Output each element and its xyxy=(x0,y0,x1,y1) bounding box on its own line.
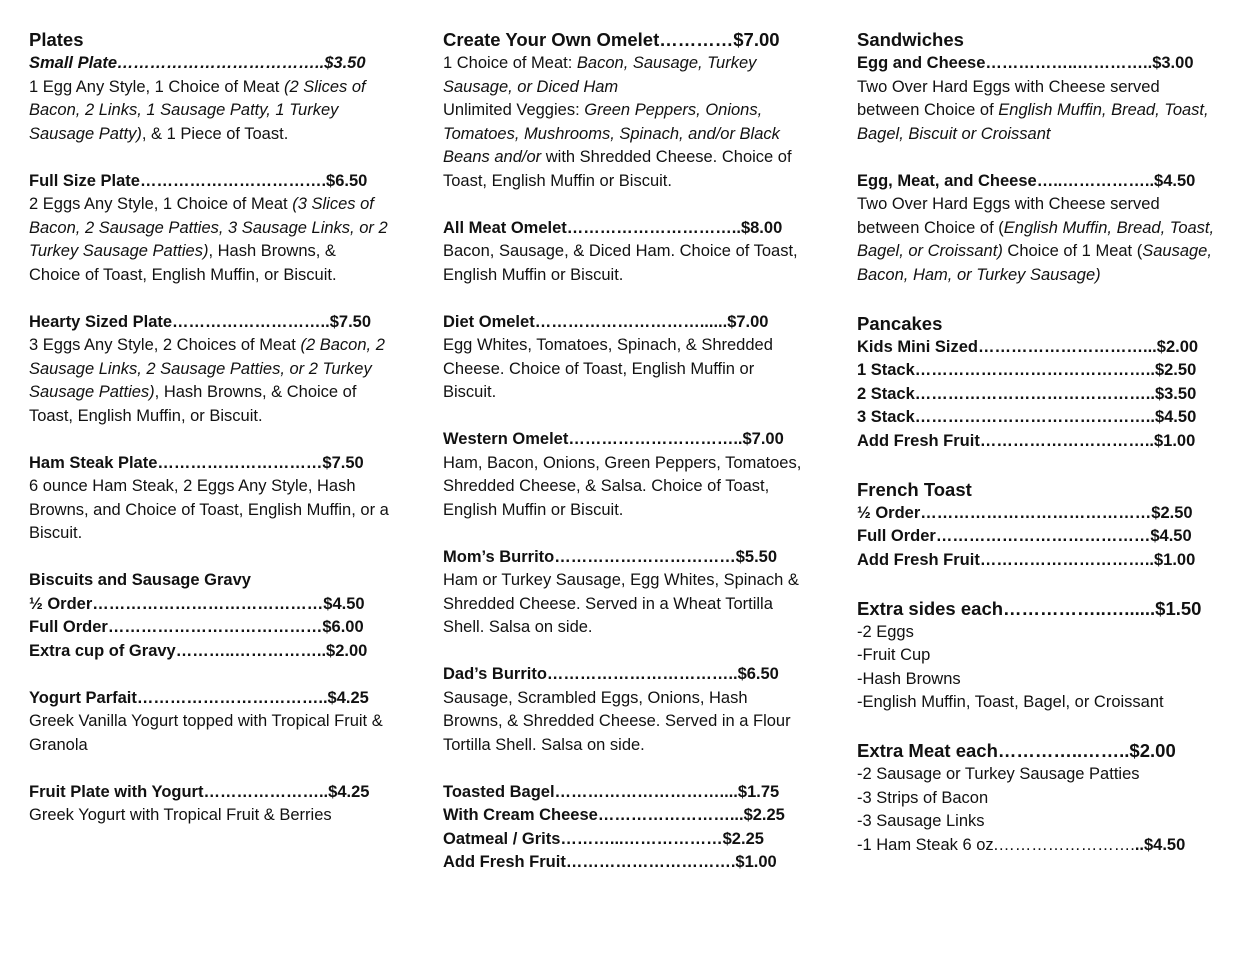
full-size-plate-description: 2 Eggs Any Style, 1 Choice of Meat (3 Slices of Bacon, 2 Sausage Patties, 3 Sausage Links, or 2 Turkey Sausage Patties), Hash Browns, & Choice of Toast, English Muffin, or Biscuit. xyxy=(29,195,388,284)
egg-cheese-description: Two Over Hard Eggs with Cheese served between Choice of English Muffin, Bread, Toast, Bagel, Biscuit or Croissant xyxy=(857,77,1209,143)
biscuits-full-order: Full Order…………………………………$6.00 xyxy=(29,618,364,636)
small-plate-description: 1 Egg Any Style, 1 Choice of Meat (2 Slices of Bacon, 2 Links, 1 Sausage Patty, 1 Turkey Sausage Patty), & 1 Piece of Toast. xyxy=(29,77,366,143)
french-toast-full: Full Order…………………………………$4.50 xyxy=(857,527,1192,545)
menu-column-right xyxy=(857,27,1219,857)
ham-steak-plate-description: 6 ounce Ham Steak, 2 Eggs Any Style, Hash Browns, and Choice of Toast, English Muffin, or a Biscuit. xyxy=(29,477,389,542)
list-item: -English Muffin, Toast, Bagel, or Croissant xyxy=(857,693,1164,711)
extra-gravy: Extra cup of Gravy………..……………..$2.00 xyxy=(29,641,368,660)
create-omelet-description: 1 Choice of Meat: Bacon, Sausage, Turkey Sausage, or Diced Ham Unlimited Veggies: Green Peppers, Onions, Tomatoes, Mushrooms, Spinach, and/or Black Beans and/or with Shredded Cheese. Choice of Toast, English Muffin or Biscuit. xyxy=(443,54,792,190)
dads-burrito-header: Dad’s Burrito……………………………..$6.50 xyxy=(443,665,779,683)
dads-burrito-description: Sausage, Scrambled Eggs, Onions, Hash Browns, & Shredded Cheese. Served in a Flour Tortilla Shell. Salsa on side. xyxy=(443,688,791,754)
small-plate-header: Small Plate………………………………..$3.50 xyxy=(29,54,366,72)
menu-column-middle xyxy=(443,27,805,875)
list-item: -Fruit Cup xyxy=(857,646,931,664)
all-meat-omelet-header: All Meat Omelet…………………………..$8.00 xyxy=(443,218,783,237)
pancakes-add-fruit: Add Fresh Fruit…………………………..$1.00 xyxy=(857,431,1196,450)
extra-meat-header: Extra Meat each…………..……..$2.00 xyxy=(857,740,1176,761)
fruit-plate-description: Greek Yogurt with Tropical Fruit & Berries xyxy=(29,806,332,824)
list-item: -Hash Browns xyxy=(857,669,961,688)
list-item: -2 Eggs xyxy=(857,622,914,641)
pancakes-3-stack: 3 Stack……………………………………..$4.50 xyxy=(857,408,1197,426)
french-toast-add-fruit: Add Fresh Fruit…………………………..$1.00 xyxy=(857,550,1196,569)
section-title-french-toast: French Toast xyxy=(857,478,972,500)
list-item: -2 Sausage or Turkey Sausage Patties xyxy=(857,765,1140,783)
section-title-biscuits-gravy: Biscuits and Sausage Gravy xyxy=(29,571,251,589)
bagel-cream-cheese: With Cream Cheese……………………...$2.25 xyxy=(443,806,785,824)
biscuits-half-order: ½ Order……………………………………$4.50 xyxy=(29,594,365,613)
pancakes-kids-mini: Kids Mini Sized…………………………...$2.00 xyxy=(857,337,1199,356)
ham-steak-extra: -1 Ham Steak 6 oz.……………………...$4.50 xyxy=(857,835,1186,854)
french-toast-half: ½ Order……………………………………$2.50 xyxy=(857,503,1193,522)
diet-omelet-description: Egg Whites, Tomatoes, Spinach, & Shredded Cheese. Choice of Toast, English Muffin or Biscuit. xyxy=(443,336,773,401)
egg-cheese-header: Egg and Cheese……………..…………..$3.00 xyxy=(857,54,1194,72)
all-meat-omelet-description: Bacon, Sausage, & Diced Ham. Choice of Toast, English Muffin or Biscuit. xyxy=(443,242,798,284)
oatmeal-grits: Oatmeal / Grits………...………………$2.25 xyxy=(443,829,764,848)
list-item: -3 Sausage Links xyxy=(857,812,985,830)
yogurt-parfait-description: Greek Vanilla Yogurt topped with Tropical Fruit & Granola xyxy=(29,712,383,754)
egg-meat-cheese-header: Egg, Meat, and Cheese…..……………..$4.50 xyxy=(857,171,1196,190)
add-fresh-fruit-bagel: Add Fresh Fruit………………………….$1.00 xyxy=(443,853,777,871)
section-title-plates: Plates xyxy=(29,29,84,50)
section-title-pancakes: Pancakes xyxy=(857,312,943,334)
diet-omelet-header: Diet Omelet…………………………......$7.00 xyxy=(443,312,769,331)
extra-sides-header: Extra sides each……………..…......$1.50 xyxy=(857,597,1202,619)
menu-column-left xyxy=(29,27,391,828)
ham-steak-plate-header: Ham Steak Plate…………………………$7.50 xyxy=(29,453,364,472)
fruit-plate-header: Fruit Plate with Yogurt…………………..$4.25 xyxy=(29,782,370,801)
list-item: -3 Strips of Bacon xyxy=(857,788,989,807)
hearty-plate-description: 3 Eggs Any Style, 2 Choices of Meat (2 Bacon, 2 Sausage Links, 2 Sausage Patties, or 2 Turkey Sausage Patties), Hash Browns, & Choice of Toast, English Muffin, or Biscuit. xyxy=(29,336,385,425)
toasted-bagel: Toasted Bagel…………………………....$1.75 xyxy=(443,782,780,801)
yogurt-parfait-header: Yogurt Parfait……………………………..$4.25 xyxy=(29,688,369,707)
western-omelet-description: Ham, Bacon, Onions, Green Peppers, Tomatoes, Shredded Cheese, & Salsa. Choice of Toast, English Muffin or Biscuit. xyxy=(443,453,802,519)
moms-burrito-description: Ham or Turkey Sausage, Egg Whites, Spinach & Shredded Cheese. Served in a Wheat Tortilla Shell. Salsa on side. xyxy=(443,571,799,636)
create-omelet-header: Create Your Own Omelet…………$7.00 xyxy=(443,29,780,50)
pancakes-2-stack: 2 Stack……………………………………..$3.50 xyxy=(857,384,1197,403)
full-size-plate-header: Full Size Plate…………………………….$6.50 xyxy=(29,171,368,190)
section-title-sandwiches: Sandwiches xyxy=(857,29,964,50)
pancakes-1-stack: 1 Stack……………………………………..$2.50 xyxy=(857,361,1197,379)
egg-meat-cheese-description: Two Over Hard Eggs with Cheese served between Choice of (English Muffin, Bread, Toast, Bagel, or Croissant) Choice of 1 Meat (Sausage, Bacon, Ham, or Turkey Sausage) xyxy=(857,195,1215,284)
moms-burrito-header: Mom’s Burrito……………………………$5.50 xyxy=(443,547,778,566)
hearty-plate-header: Hearty Sized Plate………………………..$7.50 xyxy=(29,312,372,331)
western-omelet-header: Western Omelet…………………………..$7.00 xyxy=(443,430,784,448)
